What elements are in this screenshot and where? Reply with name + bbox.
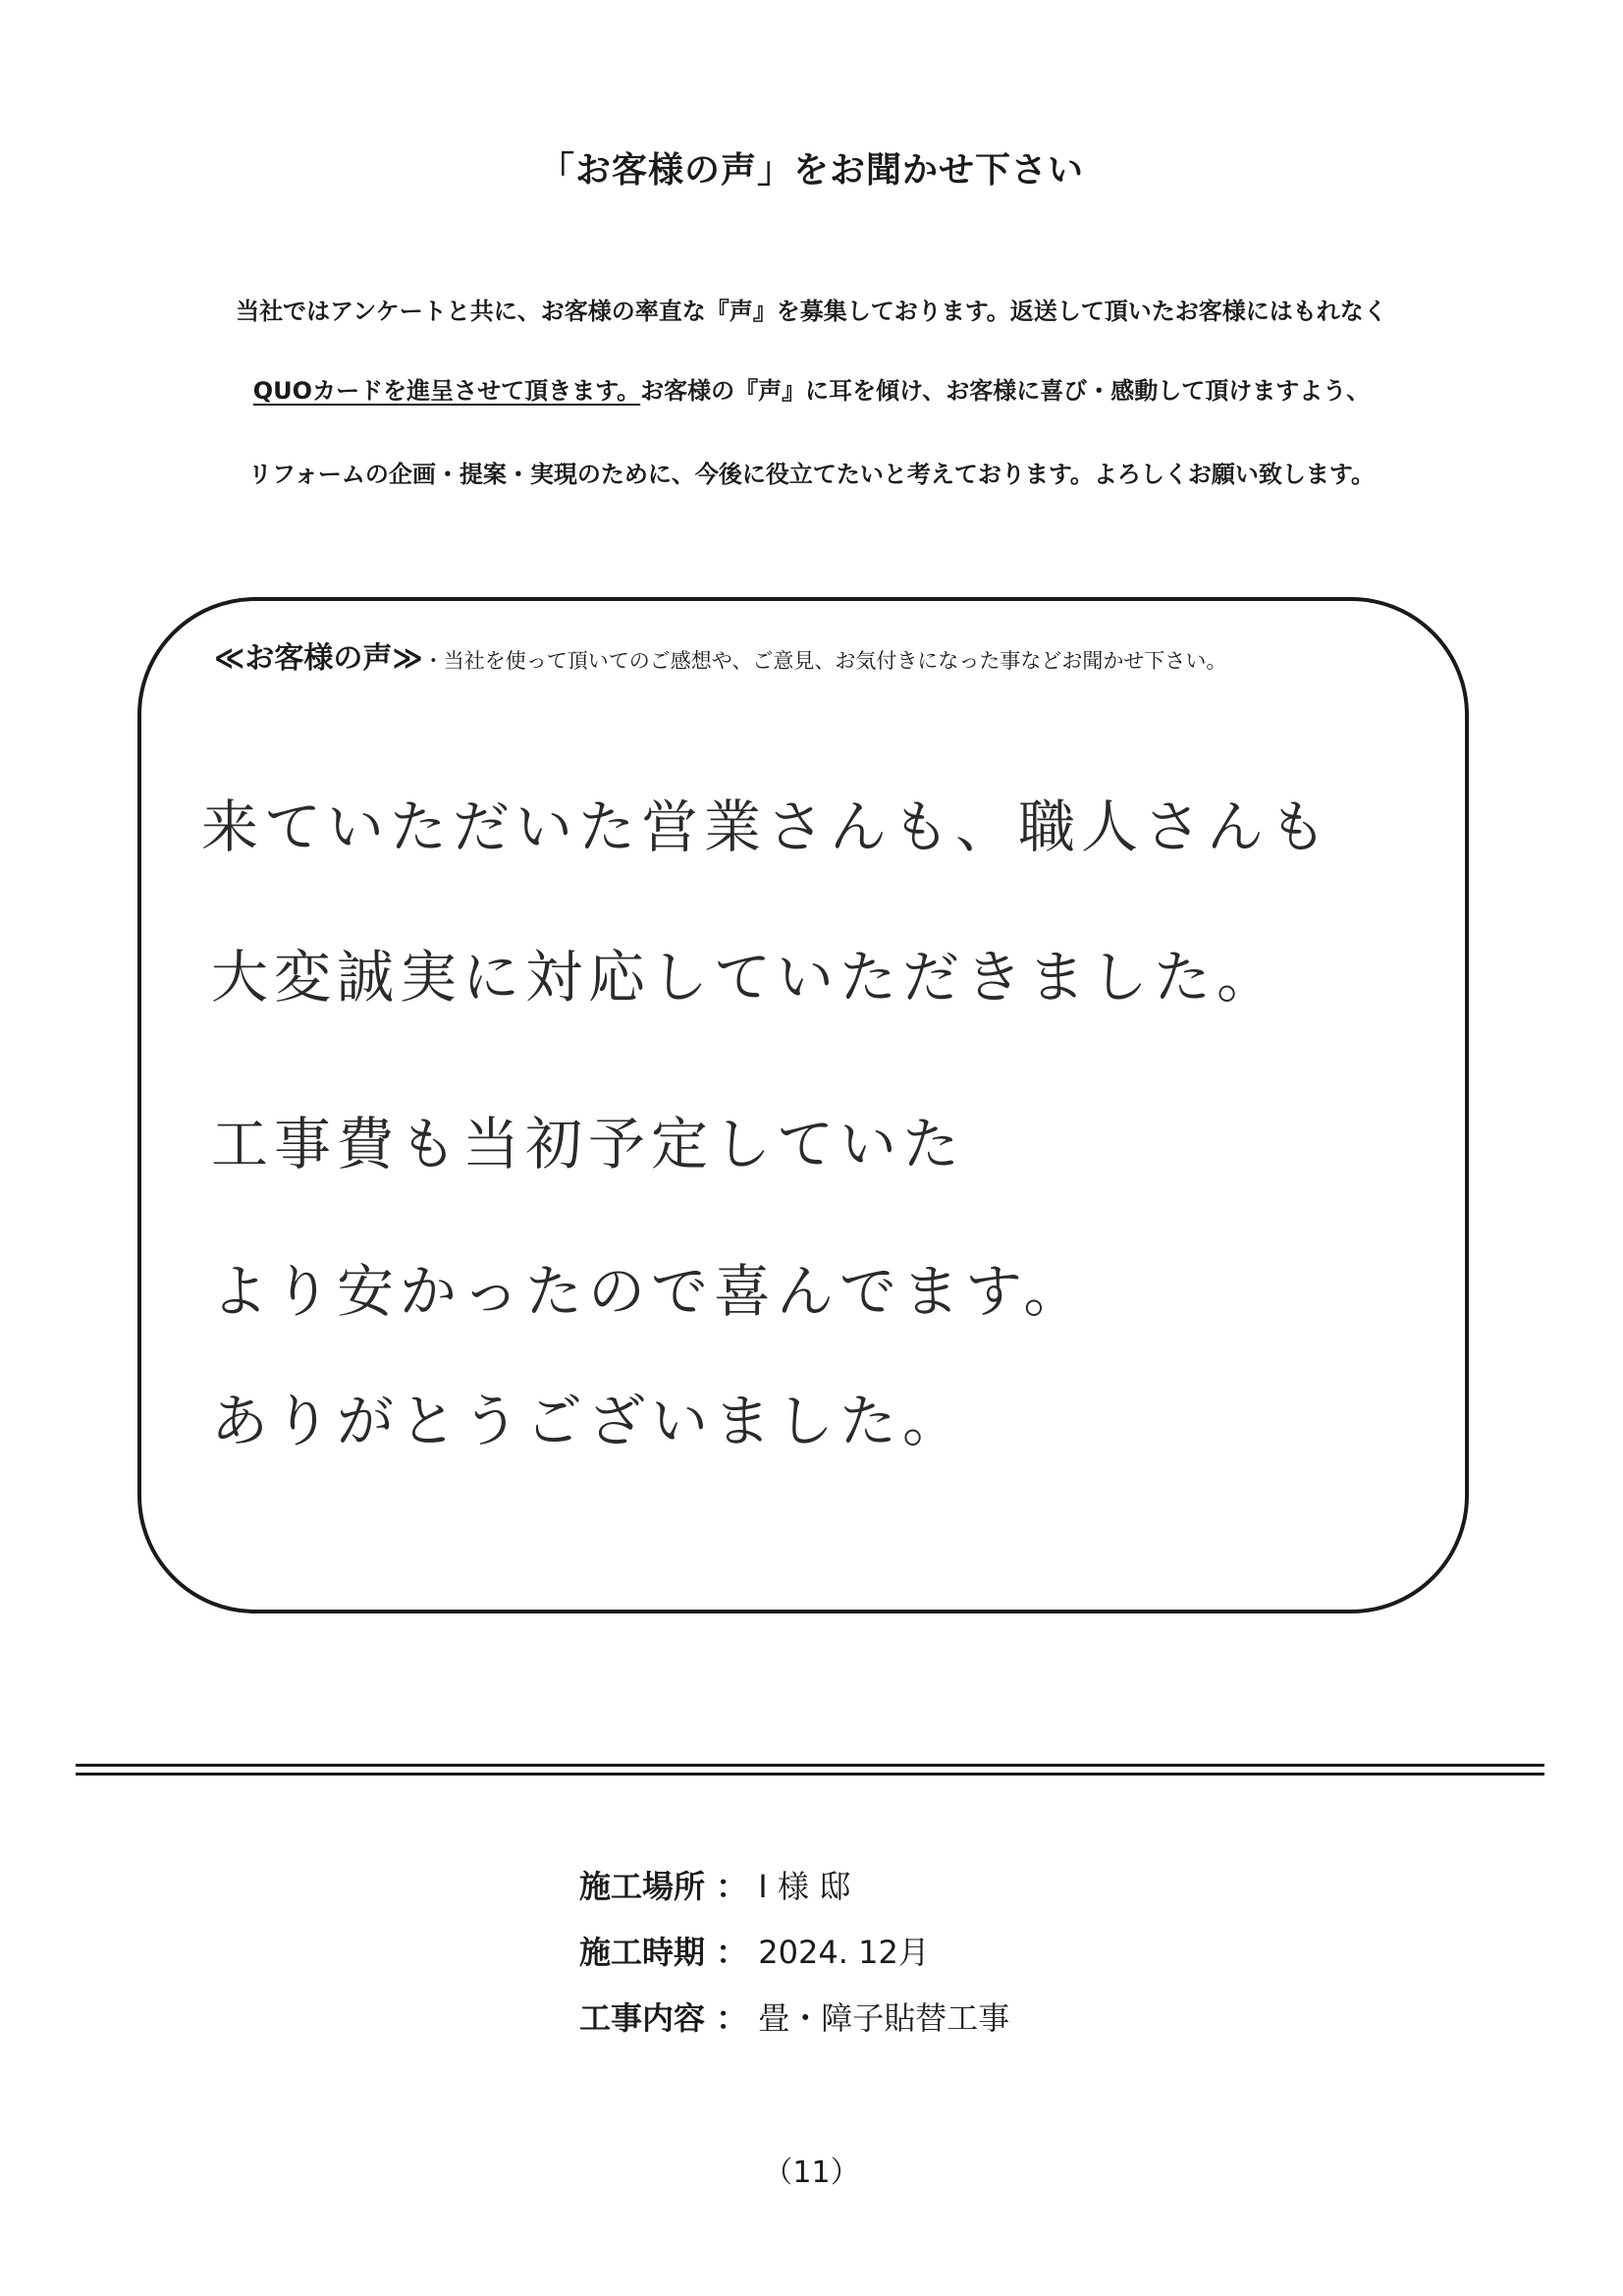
divider-line xyxy=(76,1773,1544,1776)
handwritten-line: ありがとうございました。 xyxy=(211,1388,966,1454)
construction-period xyxy=(579,1928,930,1973)
content-value: 畳・障子貼替工事 xyxy=(758,1999,1010,2037)
handwritten-line: 来ていただいた営業さんも、職人さんも xyxy=(201,793,1333,860)
quo-card-notice: QUOカードを進呈させて頂きます。 xyxy=(252,377,641,405)
intro-line-3: リフォームの企画・提案・実現のために、今後に役立てたいと考えております。よろしくお願い致します。 xyxy=(248,461,1375,488)
handwritten-line: より安かったので喜んでます。 xyxy=(211,1258,1087,1325)
intro-line-2-rest: お客様の『声』に耳を傾け、お客様に喜び・感動して頂けますよう、 xyxy=(640,377,1371,405)
construction-location xyxy=(579,1862,850,1907)
page-title: 「お客様の声」をお聞かせ下さい xyxy=(538,150,1084,191)
page-number: （11） xyxy=(763,2156,860,2190)
handwritten-line: 工事費も当初予定していた xyxy=(211,1111,966,1177)
location-label: 施工場所 ： xyxy=(579,1868,748,1905)
period-value: 2024. 12月 xyxy=(758,1934,930,1971)
location-value: I 様 邸 xyxy=(758,1868,851,1905)
voice-prompt: ・当社を使って頂いてのご感想や、ご意見、お気付きになった事などお聞かせ下さい。 xyxy=(422,649,1227,673)
voice-label: ≪お客様の声≫ xyxy=(214,641,423,676)
intro-line-1: 当社ではアンケートと共に、お客様の率直な『声』を募集しております。返送して頂いたお客様にはもれなく xyxy=(236,298,1387,325)
construction-content xyxy=(579,1994,1009,2039)
period-label: 施工時期 ： xyxy=(579,1934,748,1971)
intro-line-2 xyxy=(0,371,1623,406)
content-label: 工事内容 ： xyxy=(579,1999,748,2037)
divider-line xyxy=(76,1764,1544,1767)
handwritten-line: 大変誠実に対応していただきました。 xyxy=(211,944,1280,1011)
voice-header xyxy=(214,633,1226,677)
